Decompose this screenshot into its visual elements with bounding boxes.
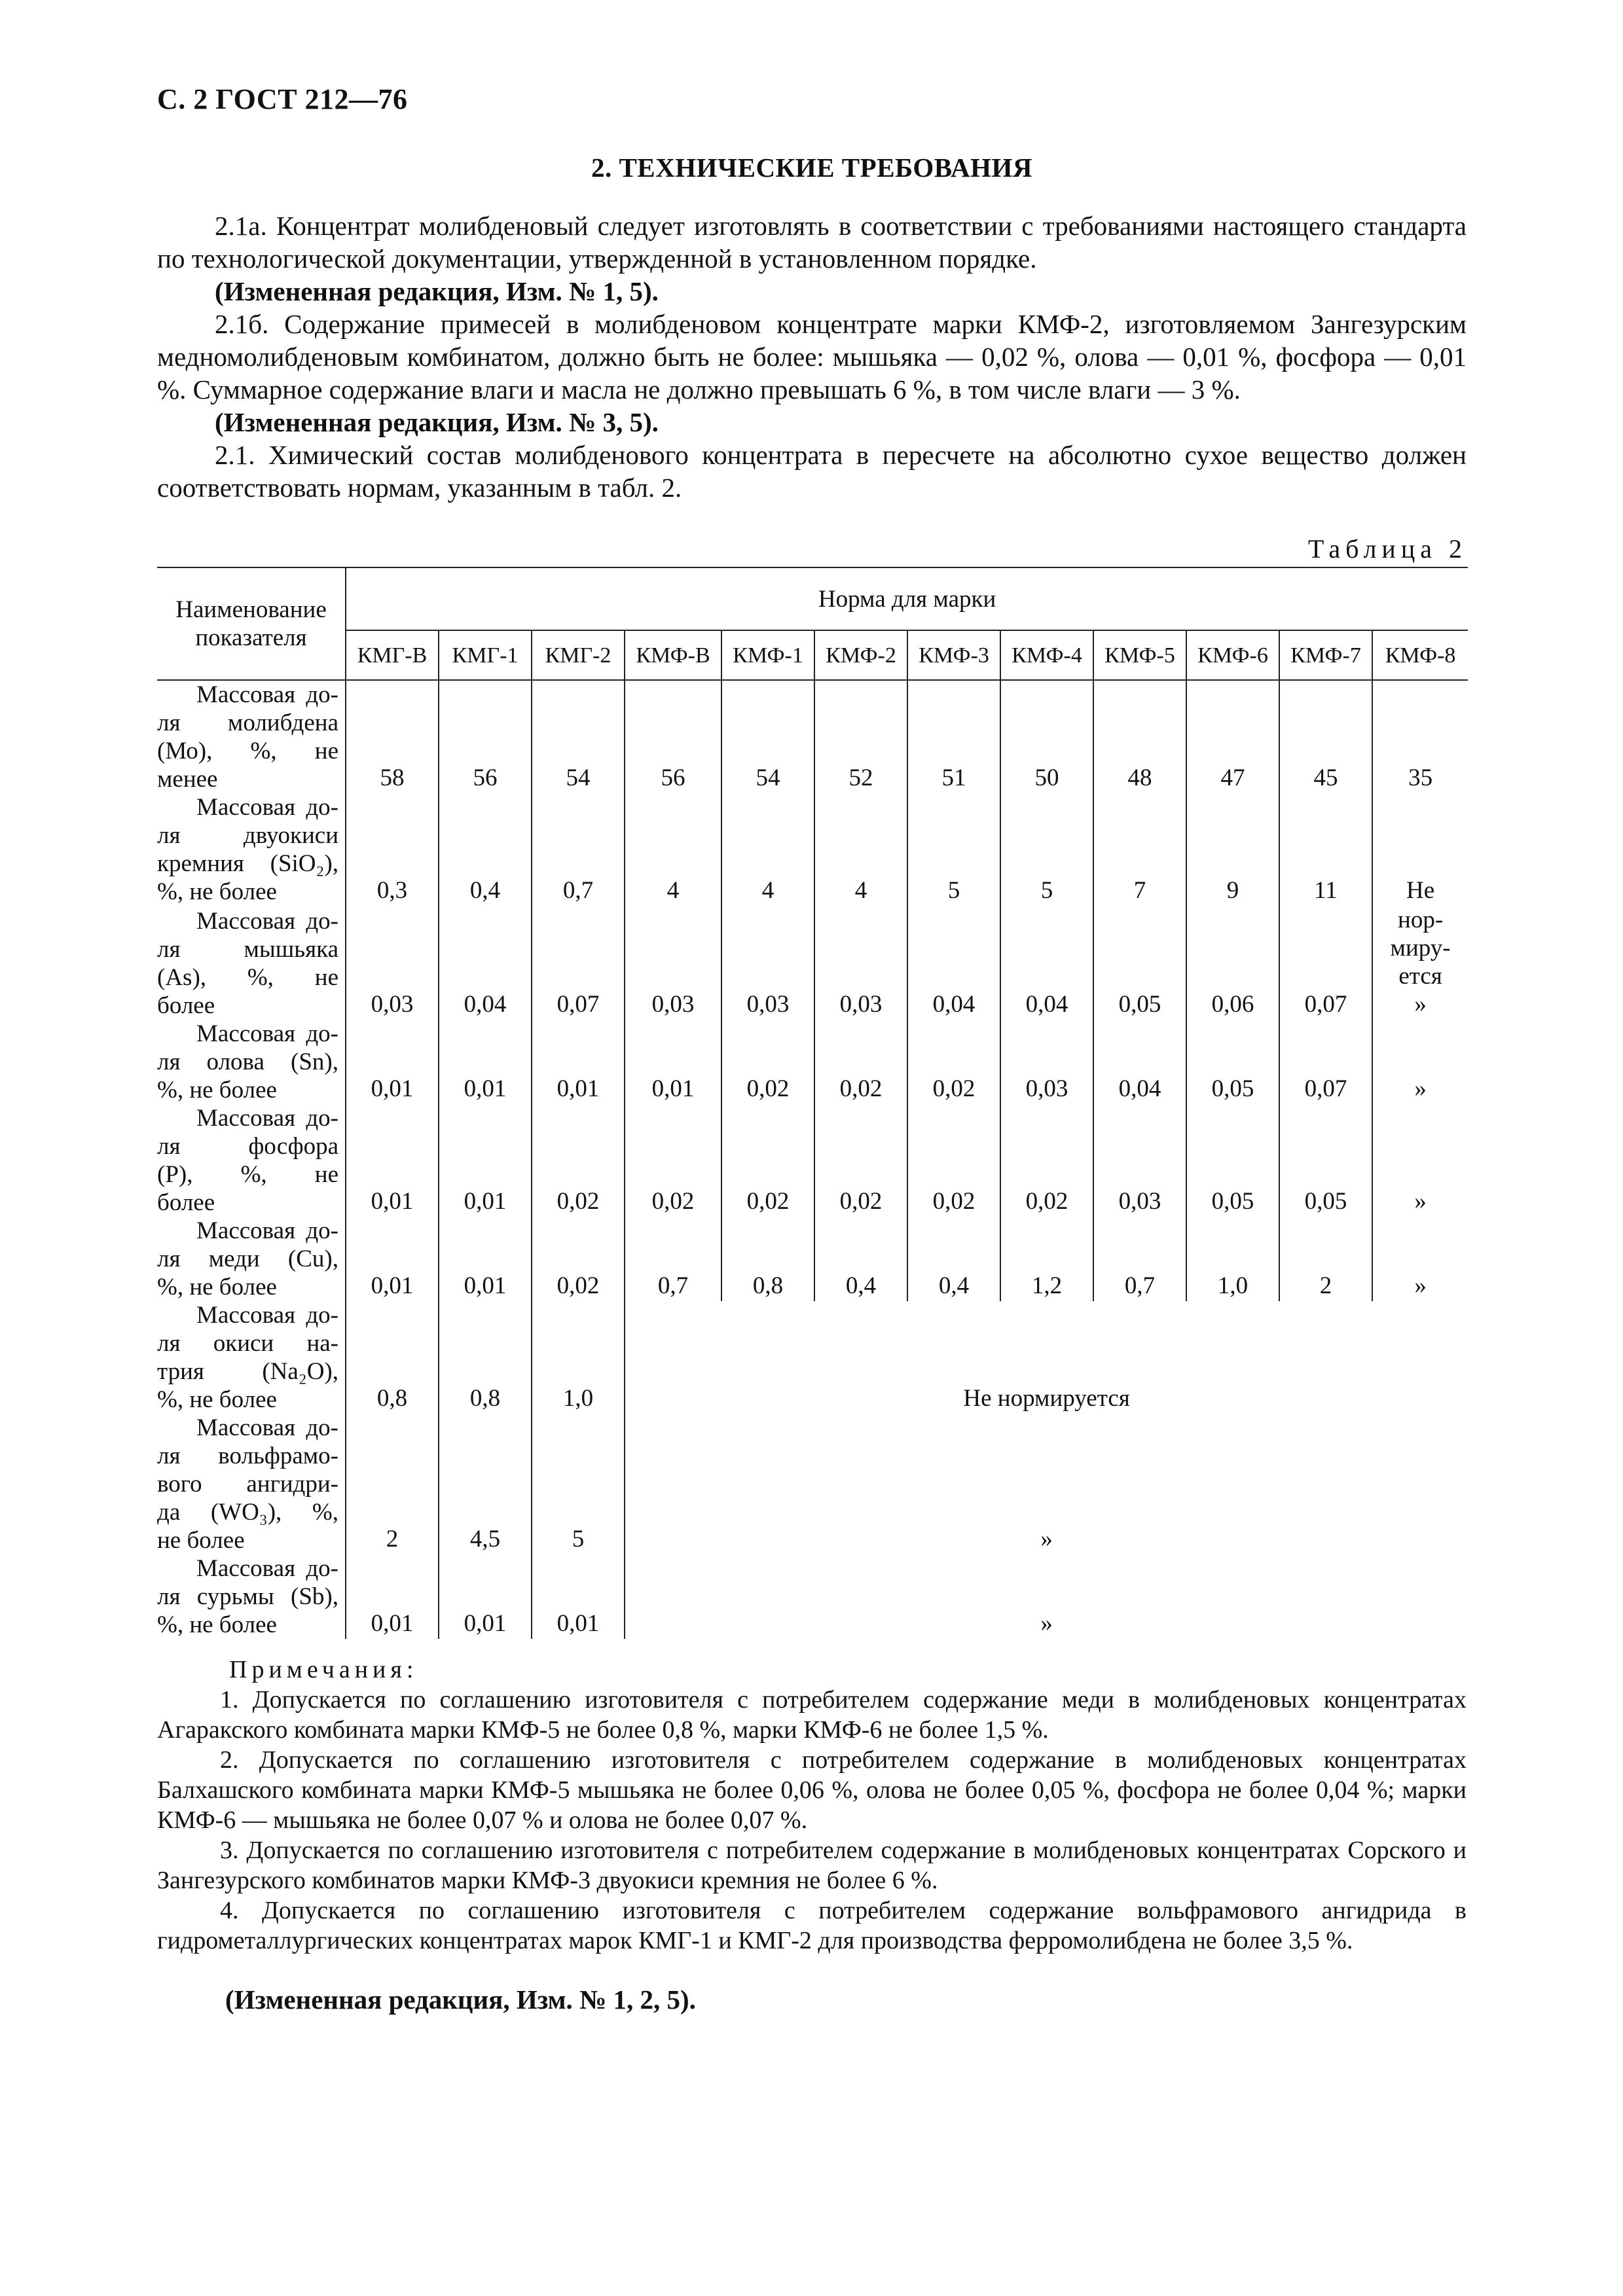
value-cell — [1000, 680, 1093, 793]
value-text: 11 — [1314, 877, 1338, 904]
grade-header: КМФ-1 — [721, 630, 814, 680]
value-cell — [625, 1104, 721, 1217]
indicator-name-line: Массовая до- — [196, 1555, 338, 1582]
grade-header: КМГ-1 — [439, 630, 532, 680]
indicator-name-line: ля фосфора — [157, 1133, 338, 1160]
value-text: 0,01 — [371, 1272, 414, 1299]
table-row — [157, 1301, 1468, 1414]
value-cell — [1093, 906, 1186, 1020]
value-cell — [532, 1301, 625, 1414]
note-item: 2. Допускается по соглашению изготовителя с потребителем содержание в молибденовых концентратах Балхашского комбината марки КМФ-5 мышьяка не более 0,06 %, олова не более 0,05 %, фосфора не более 0,04 %; марки КМФ-6 — мышьяка не более 0,07 % и олова не более 0,07 %. — [157, 1746, 1467, 1834]
grade-header: КМГ-2 — [532, 630, 625, 680]
value-cell — [814, 1217, 907, 1301]
value-text: 0,04 — [1025, 991, 1068, 1018]
indicator-name-line: %, не более — [157, 1611, 277, 1638]
value-text: 58 — [380, 764, 405, 791]
value-cell — [1372, 680, 1468, 793]
indicator-name-line: Массовая до- — [196, 1302, 338, 1329]
value-cell — [439, 1414, 532, 1554]
value-cell — [907, 1104, 1000, 1217]
value-text: » — [1414, 1075, 1427, 1102]
indicator-name-line: (Р), %, не — [157, 1161, 338, 1188]
value-cell — [532, 1414, 625, 1554]
value-text: » — [1414, 991, 1427, 1018]
indicator-name-line: ля вольфрамо- — [157, 1443, 338, 1469]
value-cell — [532, 1104, 625, 1217]
value-cell — [532, 906, 625, 1020]
value-text: 0,8 — [376, 1385, 408, 1412]
value-cell — [625, 793, 721, 906]
value-cell — [346, 680, 439, 793]
indicator-name-line: более — [157, 1189, 215, 1216]
paragraph-2-1a: 2.1а. Концентрат молибденовый следует изготовлять в соответствии с требованиями настоящего стандарта по технологической документации, утвержденной в установленном порядке. — [157, 211, 1467, 274]
value-text: 0,04 — [932, 991, 976, 1018]
value-cell — [532, 793, 625, 906]
grade-group-header: Норма для марки — [346, 567, 1468, 630]
value-text: 48 — [1127, 764, 1152, 791]
table-row — [157, 1020, 1468, 1104]
value-cell — [625, 1217, 721, 1301]
indicator-name-line: Массовая до- — [196, 1020, 338, 1047]
page-header: С. 2 ГОСТ 212—76 — [157, 83, 408, 115]
paragraph-2-1b: 2.1б. Содержание примесей в молибденовом концентрате марки КМФ-2, изготовляемом Зангезурским медномолибденовым комбинатом, должно быть не более: мышьяка — 0,02 %, олова — 0,01 %, фосфора — 0,01 %. Суммарное содержание влаги и масла не должно превышать 6 %, в том числе влаги — 3 %. — [157, 309, 1467, 404]
indicator-name-cell — [157, 1301, 346, 1414]
table-row — [157, 1104, 1468, 1217]
value-text: 0,01 — [371, 1075, 414, 1102]
value-cell — [1093, 793, 1186, 906]
value-cell — [1372, 1104, 1468, 1217]
value-cell — [439, 1554, 532, 1639]
indicator-name-line: Массовая до- — [196, 1414, 338, 1441]
value-text: 9 — [1226, 877, 1239, 904]
indicator-name-line: Массовая до- — [196, 1105, 338, 1132]
value-cell — [814, 906, 907, 1020]
value-cell — [1186, 1104, 1279, 1217]
value-cell — [814, 1020, 907, 1104]
indicator-name-cell — [157, 793, 346, 906]
value-text: 0,01 — [371, 1188, 414, 1215]
grade-header: КМФ-8 — [1372, 630, 1468, 680]
merged-value-cell: » — [625, 1414, 1468, 1554]
grade-header: КМГ-В — [346, 630, 439, 680]
value-text: 0,01 — [556, 1075, 600, 1102]
value-cell — [1372, 1020, 1468, 1104]
value-cell — [1186, 793, 1279, 906]
value-cell — [439, 1301, 532, 1414]
value-text: 0,02 — [746, 1188, 790, 1215]
value-text: 1,2 — [1031, 1272, 1063, 1299]
grade-header: КМФ-4 — [1000, 630, 1093, 680]
value-text: 4 — [761, 877, 775, 904]
value-cell — [1186, 1217, 1279, 1301]
value-cell — [346, 1554, 439, 1639]
value-text: 0,04 — [464, 991, 507, 1018]
indicator-name-line: менее — [157, 766, 218, 793]
value-text: 4,5 — [469, 1526, 501, 1552]
value-cell — [721, 906, 814, 1020]
merged-value-cell: » — [625, 1554, 1468, 1639]
value-cell — [1000, 906, 1093, 1020]
table-row — [157, 1217, 1468, 1301]
indicator-name-cell — [157, 1217, 346, 1301]
value-text: 0,02 — [839, 1075, 883, 1102]
value-text: » — [1414, 1272, 1427, 1299]
indicator-name-line: (As), %, не — [157, 964, 338, 991]
value-text: 35 — [1408, 764, 1433, 791]
value-text: 0,02 — [1025, 1188, 1068, 1215]
indicator-name-line: кремния (SiO₂), — [157, 850, 338, 877]
value-cell — [532, 1020, 625, 1104]
value-text: 50 — [1034, 764, 1059, 791]
value-text: 52 — [848, 764, 873, 791]
value-cell — [1186, 906, 1279, 1020]
value-cell — [721, 680, 814, 793]
table-body — [157, 680, 1468, 1639]
value-text: 54 — [566, 764, 591, 791]
value-text: 0,4 — [469, 877, 501, 904]
note-item: 1. Допускается по соглашению изготовителя с потребителем содержание меди в молибденовых концентратах Агаракского комбината марки КМФ-5 не более 0,8 %, марки КМФ-6 не более 1,5 %. — [157, 1686, 1467, 1744]
indicator-name-cell — [157, 680, 346, 793]
table-row — [157, 1554, 1468, 1639]
value-cell — [1093, 1217, 1186, 1301]
value-text: 0,4 — [845, 1272, 877, 1299]
indicator-name-line: (Мо), %, не — [157, 738, 338, 764]
value-text: 7 — [1133, 877, 1146, 904]
indicator-name-line: ля молибдена — [157, 709, 338, 736]
value-text: 0,07 — [1304, 1075, 1347, 1102]
value-text: 0,8 — [469, 1385, 501, 1412]
value-cell — [439, 906, 532, 1020]
composition-table — [157, 567, 1468, 1639]
value-cell-line: миру- — [1390, 935, 1451, 961]
table-row — [157, 680, 1468, 793]
value-text: 0,07 — [556, 991, 600, 1018]
grade-header-row — [157, 630, 1468, 680]
value-cell — [1279, 1217, 1372, 1301]
value-text: 0,03 — [839, 991, 883, 1018]
value-cell — [439, 1217, 532, 1301]
value-cell — [721, 1217, 814, 1301]
value-cell — [439, 680, 532, 793]
final-revision-note: (Измененная редакция, Изм. № 1, 2, 5). — [225, 1984, 696, 2015]
value-cell-line: ется — [1398, 963, 1442, 990]
table-row — [157, 1414, 1468, 1554]
indicator-name-line: ля окиси на- — [157, 1330, 338, 1357]
notes-block — [157, 1655, 1467, 2015]
value-cell — [346, 906, 439, 1020]
value-text: 0,06 — [1211, 991, 1254, 1018]
value-text: 0,01 — [464, 1188, 507, 1215]
revision-note: (Измененная редакция, Изм. № 1, 5). — [215, 276, 659, 306]
grade-header: КМФ-5 — [1093, 630, 1186, 680]
value-cell — [439, 1020, 532, 1104]
value-text: 4 — [854, 877, 867, 904]
indicator-name-line: Массовая до- — [196, 681, 338, 708]
value-cell — [1372, 793, 1468, 906]
value-cell — [439, 793, 532, 906]
value-text: 0,05 — [1118, 991, 1161, 1018]
value-text: 0,02 — [651, 1188, 695, 1215]
section-title: 2. ТЕХНИЧЕСКИЕ ТРЕБОВАНИЯ — [591, 152, 1033, 183]
merged-value-cell: Не нормируется — [625, 1301, 1468, 1414]
value-text: 0,01 — [464, 1610, 507, 1637]
indicator-name-cell — [157, 1554, 346, 1639]
value-text: 0,02 — [556, 1272, 600, 1299]
value-cell — [1279, 906, 1372, 1020]
value-text: 0,03 — [651, 991, 695, 1018]
value-cell — [1372, 906, 1468, 1020]
intro-text — [157, 209, 1467, 504]
indicator-name-cell — [157, 906, 346, 1020]
value-text: 0,07 — [1304, 991, 1347, 1018]
value-text: 0,01 — [464, 1075, 507, 1102]
table-row — [157, 906, 1468, 1020]
value-text: 4 — [666, 877, 680, 904]
value-text: 0,05 — [1304, 1188, 1347, 1215]
paragraph-2-1: 2.1. Химический состав молибденового концентрата в пересчете на абсолютно сухое вещество должен соответствовать нормам, указанным в табл. 2. — [157, 440, 1467, 503]
value-cell — [625, 906, 721, 1020]
value-cell — [1093, 1020, 1186, 1104]
value-text: 1,0 — [1217, 1272, 1249, 1299]
value-cell — [721, 1104, 814, 1217]
value-text: 54 — [756, 764, 780, 791]
value-cell — [1372, 1217, 1468, 1301]
indicator-name-line: Массовая до- — [196, 908, 338, 935]
value-text: 0,03 — [746, 991, 790, 1018]
value-cell — [1000, 793, 1093, 906]
value-text: 0,3 — [376, 877, 408, 904]
value-cell — [1186, 1020, 1279, 1104]
value-text: 56 — [661, 764, 685, 791]
indicator-name-line: ля двуокиси — [157, 822, 338, 849]
value-cell — [625, 1020, 721, 1104]
note-item: 4. Допускается по соглашению изготовителя с потребителем содержание вольфрамового ангидрида в гидрометаллургических концентратах марок КМГ-1 и КМГ-2 для производства ферромолибдена не более 3,5 %. — [157, 1897, 1467, 1954]
value-cell — [439, 1104, 532, 1217]
value-text: 0,05 — [1211, 1075, 1254, 1102]
value-cell — [532, 1217, 625, 1301]
indicator-name-line: %, не более — [157, 1274, 277, 1300]
indicator-name-line: не более — [157, 1527, 245, 1554]
value-cell — [907, 906, 1000, 1020]
table-row — [157, 793, 1468, 906]
grade-header: КМФ-3 — [907, 630, 1000, 680]
value-cell — [1093, 680, 1186, 793]
indicator-name-line: %, не более — [157, 878, 277, 905]
value-text: 2 — [386, 1526, 399, 1552]
value-text: 1,0 — [562, 1385, 594, 1412]
indicator-column-header: Наименование показателя — [157, 567, 346, 680]
value-text: 0,02 — [932, 1188, 976, 1215]
value-text: 0,4 — [938, 1272, 970, 1299]
value-text: Не — [1406, 877, 1435, 904]
value-cell — [346, 1414, 439, 1554]
value-text: 47 — [1220, 764, 1245, 791]
value-text: 0,01 — [556, 1610, 600, 1637]
value-cell — [625, 680, 721, 793]
grade-header: КМФ-В — [625, 630, 721, 680]
revision-note: (Измененная редакция, Изм. № 3, 5). — [215, 407, 659, 437]
value-text: 0,01 — [651, 1075, 695, 1102]
value-text: 5 — [1040, 877, 1053, 904]
value-text: 45 — [1313, 764, 1338, 791]
value-cell — [346, 793, 439, 906]
indicator-name-line: Массовая до- — [196, 1217, 338, 1244]
value-cell — [1279, 793, 1372, 906]
value-text: 2 — [1319, 1272, 1332, 1299]
value-cell-line: нор- — [1398, 906, 1444, 933]
notes-heading: Примечания: — [229, 1656, 418, 1683]
value-cell — [532, 680, 625, 793]
table-caption: Таблица 2 — [1307, 534, 1467, 564]
value-text: 0,02 — [746, 1075, 790, 1102]
value-cell — [907, 1217, 1000, 1301]
value-text: 0,01 — [464, 1272, 507, 1299]
value-cell — [1186, 680, 1279, 793]
indicator-name-line: да (WO₃), %, — [157, 1499, 338, 1526]
indicator-name-line: ля меди (Cu), — [157, 1246, 338, 1272]
indicator-name-line: ля сурьмы (Sb), — [157, 1583, 338, 1610]
indicator-name-cell — [157, 1414, 346, 1554]
value-text: 0,03 — [1025, 1075, 1068, 1102]
value-cell — [346, 1104, 439, 1217]
indicator-name-line: вого ангидри- — [157, 1471, 338, 1498]
indicator-name-line: %, не более — [157, 1077, 277, 1103]
value-text: 0,02 — [932, 1075, 976, 1102]
value-text: 0,02 — [556, 1188, 600, 1215]
indicator-name-line: трия (Na₂O), — [157, 1358, 338, 1385]
value-text: 51 — [941, 764, 966, 791]
value-text: 5 — [572, 1526, 585, 1552]
value-text: 5 — [947, 877, 960, 904]
indicator-name-line: ля мышьяка — [157, 936, 338, 963]
value-cell — [907, 1020, 1000, 1104]
value-cell — [1279, 1104, 1372, 1217]
value-cell — [346, 1301, 439, 1414]
value-text: 0,03 — [1118, 1188, 1161, 1215]
value-text: 0,01 — [371, 1610, 414, 1637]
indicator-name-line: ля олова (Sn), — [157, 1049, 338, 1075]
grade-header: КМФ-2 — [814, 630, 907, 680]
value-text: 0,7 — [657, 1272, 689, 1299]
indicator-name-cell — [157, 1020, 346, 1104]
value-text: 0,03 — [371, 991, 414, 1018]
indicator-name-line: %, не более — [157, 1386, 277, 1413]
value-cell — [907, 680, 1000, 793]
note-item: 3. Допускается по соглашению изготовителя с потребителем содержание в молибденовых концентратах Сорского и Зангезурского комбинатов марки КМФ-3 двуокиси кремния не более 6 %. — [157, 1837, 1467, 1894]
value-text: 0,8 — [752, 1272, 784, 1299]
indicator-name-line: Массовая до- — [196, 794, 338, 821]
grade-header: КМФ-7 — [1279, 630, 1372, 680]
value-cell — [814, 793, 907, 906]
value-cell — [907, 793, 1000, 906]
value-text: 0,02 — [839, 1188, 883, 1215]
value-text: 0,7 — [1124, 1272, 1156, 1299]
value-text: 56 — [473, 764, 498, 791]
value-cell — [1093, 1104, 1186, 1217]
indicator-name-cell — [157, 1104, 346, 1217]
value-cell — [1000, 1020, 1093, 1104]
value-cell — [1279, 1020, 1372, 1104]
grade-header: КМФ-6 — [1186, 630, 1279, 680]
value-cell — [814, 680, 907, 793]
value-cell — [721, 793, 814, 906]
value-text: 0,7 — [562, 877, 594, 904]
value-cell — [721, 1020, 814, 1104]
value-cell — [346, 1217, 439, 1301]
value-cell — [814, 1104, 907, 1217]
value-cell — [346, 1020, 439, 1104]
value-cell — [1000, 1217, 1093, 1301]
value-text: 0,05 — [1211, 1188, 1254, 1215]
value-cell — [532, 1554, 625, 1639]
value-cell — [1000, 1104, 1093, 1217]
value-text: 0,04 — [1118, 1075, 1161, 1102]
value-cell — [1279, 680, 1372, 793]
value-text: » — [1414, 1188, 1427, 1215]
indicator-name-line: более — [157, 992, 215, 1019]
